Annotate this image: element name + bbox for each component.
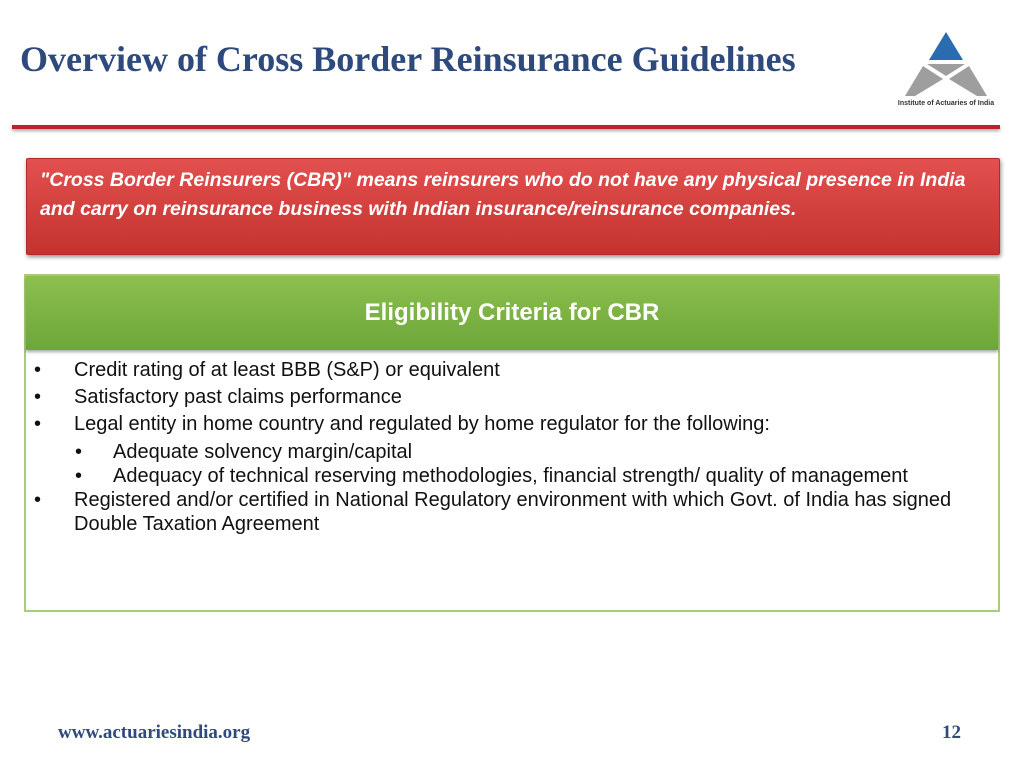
list-item-text: Registered and/or certified in National Regulatory environment with which Govt. of India has signed Double Taxation Agreement <box>74 489 952 535</box>
bullet-icon: • <box>75 465 83 487</box>
bullet-icon: • <box>34 359 42 381</box>
page-number: 12 <box>942 722 961 743</box>
definition-text: "Cross Border Reinsurers (CBR)" means reinsurers who do not have any physical presence in India and carry on reinsurance business with Indian insurance/reinsurance companies. <box>40 169 966 220</box>
eligibility-heading: Eligibility Criteria for CBR <box>26 276 998 350</box>
bullet-icon: • <box>34 386 42 408</box>
page-title: Overview of Cross Border Reinsurance Guidelines <box>20 39 796 79</box>
institute-logo <box>893 30 999 114</box>
list-item-text: Credit rating of at least BBB (S&P) or equivalent <box>74 359 500 381</box>
definition-box <box>26 158 1000 255</box>
list-item <box>26 412 978 436</box>
list-item-text: Legal entity in home country and regulated by home regulator for the following: <box>74 413 770 435</box>
bullet-icon: • <box>34 413 42 435</box>
bullet-icon: • <box>75 441 83 463</box>
list-item <box>26 385 978 409</box>
sub-list-item <box>26 464 978 488</box>
sub-list-item-text: Adequacy of technical reserving methodologies, financial strength/ quality of management <box>113 465 908 487</box>
sub-list-item-text: Adequate solvency margin/capital <box>113 441 413 463</box>
logo-triangle-icon <box>903 30 989 98</box>
bullet-icon: • <box>34 489 42 511</box>
list-item-text: Satisfactory past claims performance <box>74 386 402 408</box>
criteria-list <box>26 350 998 536</box>
list-item <box>26 488 978 536</box>
logo-caption: Institute of Actuaries of India <box>897 100 995 107</box>
list-item <box>26 358 978 382</box>
eligibility-panel <box>24 274 1000 612</box>
footer-url: www.actuariesindia.org <box>58 722 251 743</box>
title-divider <box>12 125 1000 129</box>
sub-list-item <box>26 440 978 464</box>
sub-list <box>26 440 978 488</box>
